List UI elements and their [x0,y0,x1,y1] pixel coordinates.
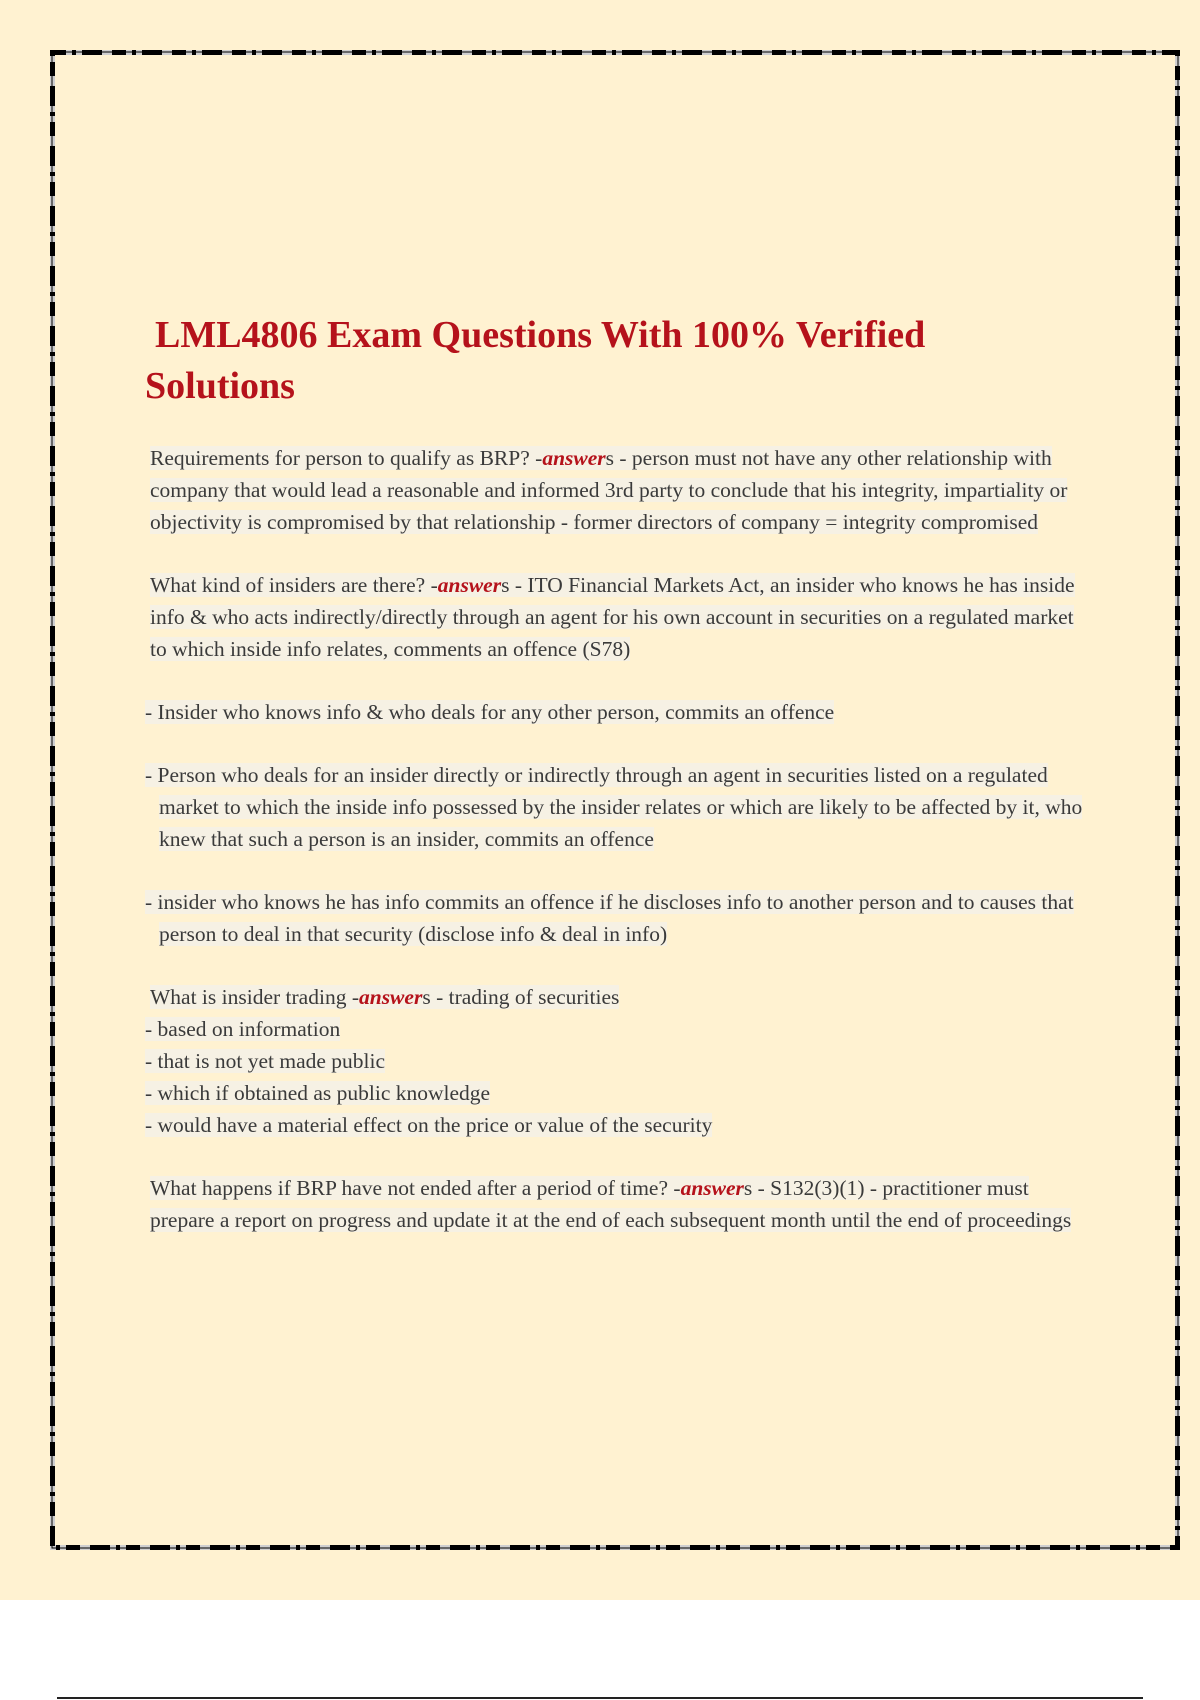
question-text: Requirements for person to qualify as BRP? - [150,446,543,470]
answer-text: - person must not have any other relationship with company that would lead a reasonable and informed 3rd party to conclude that his integrity, impartiality or objectivity is compromised by that relationship - former directors of company = integrity compromised [150,446,1068,534]
criteria-item: - that is not yet made public [145,1049,386,1073]
answer-text: - ITO Financial Markets Act, an insider who knows he has inside info & who acts indirectly/directly through an agent for his own account in securities on a regulated market to which inside info relates, comments an offence (S78) [150,573,1075,661]
answer-text: - trading of securities [436,985,620,1009]
document-body [145,310,1085,1267]
criteria-item: - based on information [145,1017,341,1041]
qa-kinds-of-insiders [145,569,1085,665]
qa-brp-requirements [145,442,1085,538]
answer-marker: answers [358,985,431,1009]
answer-marker: answers [680,1176,753,1200]
criteria-item: - which if obtained as public knowledge [145,1081,491,1105]
footer-divider [57,1697,1143,1699]
title-line-1: LML4806 Exam Questions With 100% Verified [155,314,926,356]
criteria-item: - would have a material effect on the price or value of the security [145,1113,713,1137]
title-line-2: Solutions [145,365,295,407]
answer-text: - S132(3)(1) - practitioner must prepare a report on progress and update it at the end of each subsequent month until the end of proceedings [150,1176,1072,1232]
insider-item: - Insider who knows info & who deals for any other person, commits an offence [145,700,835,724]
answer-marker: answers [542,446,615,470]
question-text: What is insider trading - [150,985,359,1009]
question-text: What happens if BRP have not ended after a period of time? - [150,1176,681,1200]
qa-insider-trading [145,981,1085,1141]
document-title [145,310,1085,412]
answer-marker: answers [437,573,510,597]
question-text: What kind of insiders are there? - [150,573,438,597]
insider-item: - Person who deals for an insider directly or indirectly through an agent in securities listed on a regulated market to which the inside info possessed by the insider relates or which are likely to be affected by it, who knew that such a person is an insider, commits an offence [145,763,1083,851]
insider-trading-criteria [145,1013,1085,1141]
insider-item: - insider who knows he has info commits an offence if he discloses info to another person and to causes that person to deal in that security (disclose info & deal in info) [145,890,1074,946]
qa-brp-not-ended [145,1172,1085,1236]
